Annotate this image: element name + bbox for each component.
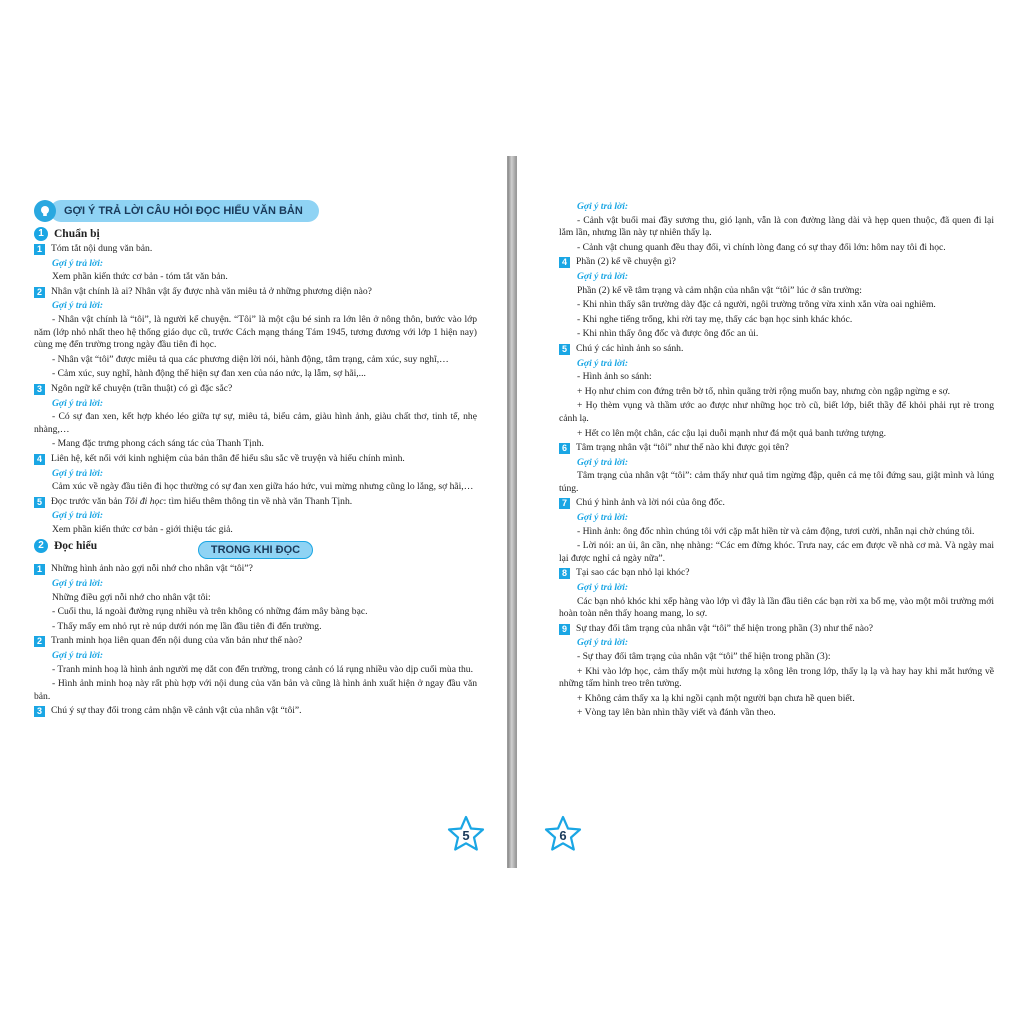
- answer-hint-label: Gợi ý trả lời:: [52, 300, 104, 312]
- question-text: Tóm tắt nội dung văn bản.: [51, 243, 153, 254]
- page-number: 6: [559, 828, 567, 843]
- question-number: 2: [34, 287, 45, 298]
- page-number: 5: [462, 828, 470, 843]
- answer-text: - Khi nhìn thấy ông đốc và được ông đốc an ủi.: [577, 328, 759, 340]
- answer-text: - Nhân vật chính là “tôi”, là người kể chuyện. “Tôi” là một cậu bé sinh ra lớn lên ở nông thôn, bước vào lớp năm (lớp nhỏ nhất theo hệ thống giáo dục cũ, trước Cách mạng tháng Tám 1945, tương đương với lớp 1 hiện nay) cùng mẹ đến trường trong ngày đầu tiên đi học.: [34, 313, 477, 351]
- answer-text: - Cảm xúc, suy nghĩ, hành động thể hiện sự đan xen của náo nức, lạ lẫm, sợ hãi,...: [52, 368, 366, 380]
- question-number: 1: [34, 564, 45, 575]
- answer-text: - Khi nhìn thấy sân trường dày đặc cả người, ngôi trường trông vừa xinh xắn vừa oai nghiêm.: [577, 299, 936, 311]
- question-text-part: Đọc trước văn bản: [51, 495, 125, 507]
- answer-hint-label: Gợi ý trả lời:: [577, 582, 629, 594]
- question-text: Những hình ảnh nào gợi nỗi nhớ cho nhân vật “tôi”?: [51, 563, 253, 575]
- answer-text: - Thấy mấy em nhỏ rụt rè núp dưới nón mẹ lần đầu tiên đi đến trường.: [52, 620, 322, 632]
- question-item: [34, 243, 477, 256]
- page-right-content: [559, 200, 994, 722]
- question-text: Nhân vật chính là ai? Nhân vật ấy được nhà văn miêu tả ở những phương diện nào?: [51, 285, 372, 297]
- question-number: 1: [34, 244, 45, 255]
- page-number-star: [446, 814, 486, 854]
- question-item: [34, 705, 477, 718]
- answer-text: - Có sự đan xen, kết hợp khéo léo giữa tự sự, miêu tả, biểu cảm, giàu hình ảnh, giàu chất thơ, tinh tế, nhẹ nhàng,…: [34, 411, 477, 435]
- question-number: 3: [34, 384, 45, 395]
- lightbulb-icon: [34, 200, 56, 222]
- answer-hint-label: Gợi ý trả lời:: [52, 510, 104, 522]
- answer-text: + Không cảm thấy xa lạ khi ngồi cạnh một người bạn chưa hề quen biết.: [577, 692, 855, 704]
- answer-hint-label: Gợi ý trả lời:: [52, 578, 104, 590]
- question-number: 5: [34, 497, 45, 508]
- answer-hint-label: Gợi ý trả lời:: [52, 467, 104, 479]
- section-banner: [34, 200, 477, 222]
- question-item: [559, 442, 994, 455]
- answer-text: - Mang đặc trưng phong cách sáng tác của Thanh Tịnh.: [52, 438, 264, 450]
- question-text: Tâm trạng nhân vật “tôi” như thế nào khi được gọi tên?: [576, 442, 789, 454]
- answer-hint-label: Gợi ý trả lời:: [577, 637, 629, 649]
- answer-text: - Hình ảnh so sánh:: [577, 371, 652, 383]
- answer-hint-label: Gợi ý trả lời:: [577, 512, 629, 524]
- question-item: [34, 286, 477, 299]
- question-text: Chú ý sự thay đổi trong cảm nhận về cảnh vật của nhân vật “tôi”.: [51, 705, 302, 717]
- book-title: Tôi đi học: [124, 495, 164, 507]
- question-number: 4: [34, 454, 45, 465]
- answer-text: + Vòng tay lên bàn nhìn thầy viết và đánh vần theo.: [577, 707, 776, 719]
- section-prepare: [34, 227, 477, 241]
- question-item: [559, 567, 994, 580]
- question-text: Tranh minh họa liên quan đến nội dung của văn bản như thế nào?: [51, 635, 303, 647]
- answer-text: Xem phần kiến thức cơ bản - tóm tắt văn bản.: [52, 271, 228, 283]
- answer-text: - Cuối thu, lá ngoài đường rụng nhiều và trên không có những đám mây bàng bạc.: [52, 606, 368, 618]
- question-item: [559, 256, 994, 269]
- question-item: [559, 623, 994, 636]
- answer-hint-label: Gợi ý trả lời:: [52, 650, 104, 662]
- answer-text: Các bạn nhỏ khóc khi xếp hàng vào lớp vì đây là lần đầu tiên các bạn rời xa bố mẹ, vào một môi trường mới hoàn toàn nên thấy hoang mang, lo sợ.: [559, 595, 994, 620]
- question-number: 9: [559, 624, 570, 635]
- question-text: Tại sao các bạn nhỏ lại khóc?: [576, 567, 690, 579]
- page-number-star: [543, 814, 583, 854]
- question-item: [34, 453, 477, 466]
- question-text: Chú ý hình ảnh và lời nói của ông đốc.: [576, 497, 725, 509]
- section-number: 2: [34, 539, 48, 553]
- question-text: Ngôn ngữ kể chuyện (trần thuật) có gì đặc sắc?: [51, 382, 233, 394]
- answer-text: Phần (2) kể về tâm trạng và cảm nhận của nhân vật “tôi” lúc ở sân trường:: [577, 284, 862, 296]
- book-spine: [508, 156, 516, 868]
- answer-text: + Họ như chim con đứng trên bờ tổ, nhìn quãng trời rộng muốn bay, nhưng còn ngập ngừng e sợ.: [577, 385, 951, 397]
- question-number: 4: [559, 257, 570, 268]
- answer-text: + Họ thèm vụng và thầm ước ao được như những học trò cũ, biết lớp, biết thầy để khỏi phải rụt rè trong cảnh lạ.: [559, 400, 994, 424]
- answer-hint-label: Gợi ý trả lời:: [52, 397, 104, 409]
- answer-text: - Sự thay đổi tâm trạng của nhân vật “tôi” thể hiện trong phần (3):: [577, 651, 831, 662]
- answer-hint-label: Gợi ý trả lời:: [577, 201, 629, 212]
- during-reading-wrap: [34, 541, 477, 559]
- question-item: [34, 383, 477, 396]
- section-title: Chuẩn bị: [54, 227, 100, 240]
- answer-text: - Lời nói: an ủi, ân cần, nhẹ nhàng: “Các em đừng khóc. Trưa nay, các em được về nhà cơ mà. Và ngày mai lại được nghỉ cả ngày nữa”.: [559, 540, 994, 564]
- answer-text: - Khi nghe tiếng trống, khi rời tay mẹ, thấy các bạn học sinh khác khóc.: [577, 313, 853, 325]
- section-number: 1: [34, 227, 48, 241]
- answer-hint-label: Gợi ý trả lời:: [577, 270, 629, 282]
- answer-text: - Hình ảnh minh hoạ này rất phù hợp với nội dung của văn bản và cũng là hình ảnh xuất hiện ở ngay đầu văn bản.: [34, 678, 477, 702]
- question-text: [51, 496, 477, 509]
- question-item: [34, 496, 477, 509]
- answer-text: Tâm trạng của nhân vật “tôi”: cảm thấy như quả tim ngừng đập, quên cả mẹ tôi đứng sau, giật mình và lúng túng.: [559, 470, 994, 494]
- question-text: Chú ý các hình ảnh so sánh.: [576, 342, 684, 354]
- question-number: 6: [559, 443, 570, 454]
- answer-text: - Cảnh vật chung quanh đều thay đổi, vì chính lòng đang có sự thay đổi lớn: hôm nay tôi đi học.: [577, 241, 946, 253]
- section-title: Đọc hiểu: [54, 540, 98, 553]
- answer-text: + Khi vào lớp học, cảm thấy một mùi hương lạ xông lên trong lớp, thấy lạ lạ và hay hay khi mắt hướng về những tấm hình treo trên tường.: [559, 665, 994, 690]
- question-item: [559, 497, 994, 510]
- banner-title: GỢI Ý TRẢ LỜI CÂU HỎI ĐỌC HIỂU VĂN BẢN: [50, 200, 319, 222]
- question-number: 3: [34, 706, 45, 717]
- page-left-content: [34, 200, 477, 720]
- question-item: [559, 343, 994, 356]
- page-left: [0, 156, 508, 868]
- question-number: 5: [559, 344, 570, 355]
- answer-text: Cảm xúc về ngày đầu tiên đi học thường có sự đan xen giữa háo hức, vui mừng nhưng cũng lo lắng, sợ hãi,…: [52, 481, 474, 493]
- answer-text: Những điều gợi nỗi nhớ cho nhân vật tôi:: [52, 591, 211, 603]
- answer-text: - Hình ảnh: ông đốc nhìn chúng tôi với cặp mắt hiền từ và cảm động, tươi cười, nhẫn nại chờ chúng tôi.: [577, 525, 975, 537]
- during-reading-badge: TRONG KHI ĐỌC: [198, 541, 313, 559]
- question-number: 8: [559, 568, 570, 579]
- question-item: [34, 563, 477, 576]
- answer-text: - Nhân vật “tôi” được miêu tả qua các phương diện lời nói, hành động, tâm trạng, cảm xúc, suy nghĩ,…: [52, 353, 449, 365]
- page-right: [516, 156, 1024, 868]
- question-number: 2: [34, 636, 45, 647]
- question-text: Liên hệ, kết nối với kinh nghiệm của bản thân để hiểu sâu sắc về truyện và hiểu chính mình.: [51, 452, 405, 464]
- answer-hint-label: Gợi ý trả lời:: [52, 257, 104, 269]
- question-item: [34, 635, 477, 648]
- question-number: 7: [559, 498, 570, 509]
- answer-hint-label: Gợi ý trả lời:: [577, 357, 629, 369]
- question-text: Phần (2) kể về chuyện gì?: [576, 256, 676, 268]
- question-text-part: : tìm hiểu thêm thông tin về nhà văn Thanh Tịnh.: [163, 495, 353, 507]
- answer-text: - Cảnh vật buổi mai đầy sương thu, gió lạnh, vẫn là con đường làng dài và hẹp quen thuộc, đã quen đi lại lắm lần, nhưng lần này tự nhiên thấy lạ.: [559, 214, 994, 239]
- answer-text: - Tranh minh hoạ là hình ảnh người mẹ dắt con đến trường, trong cảnh có lá rụng nhiều vào dịp cuối mùa thu.: [52, 663, 474, 675]
- question-text: Sự thay đổi tâm trạng của nhân vật “tôi” thể hiện trong phần (3) như thế nào?: [576, 622, 874, 634]
- answer-text: Xem phần kiến thức cơ bản - giới thiệu tác giả.: [52, 523, 233, 535]
- answer-hint-label: Gợi ý trả lời:: [577, 456, 629, 468]
- answer-text: + Hết co lên một chân, các cậu lại duỗi mạnh như đá một quả banh tưởng tượng.: [577, 427, 887, 439]
